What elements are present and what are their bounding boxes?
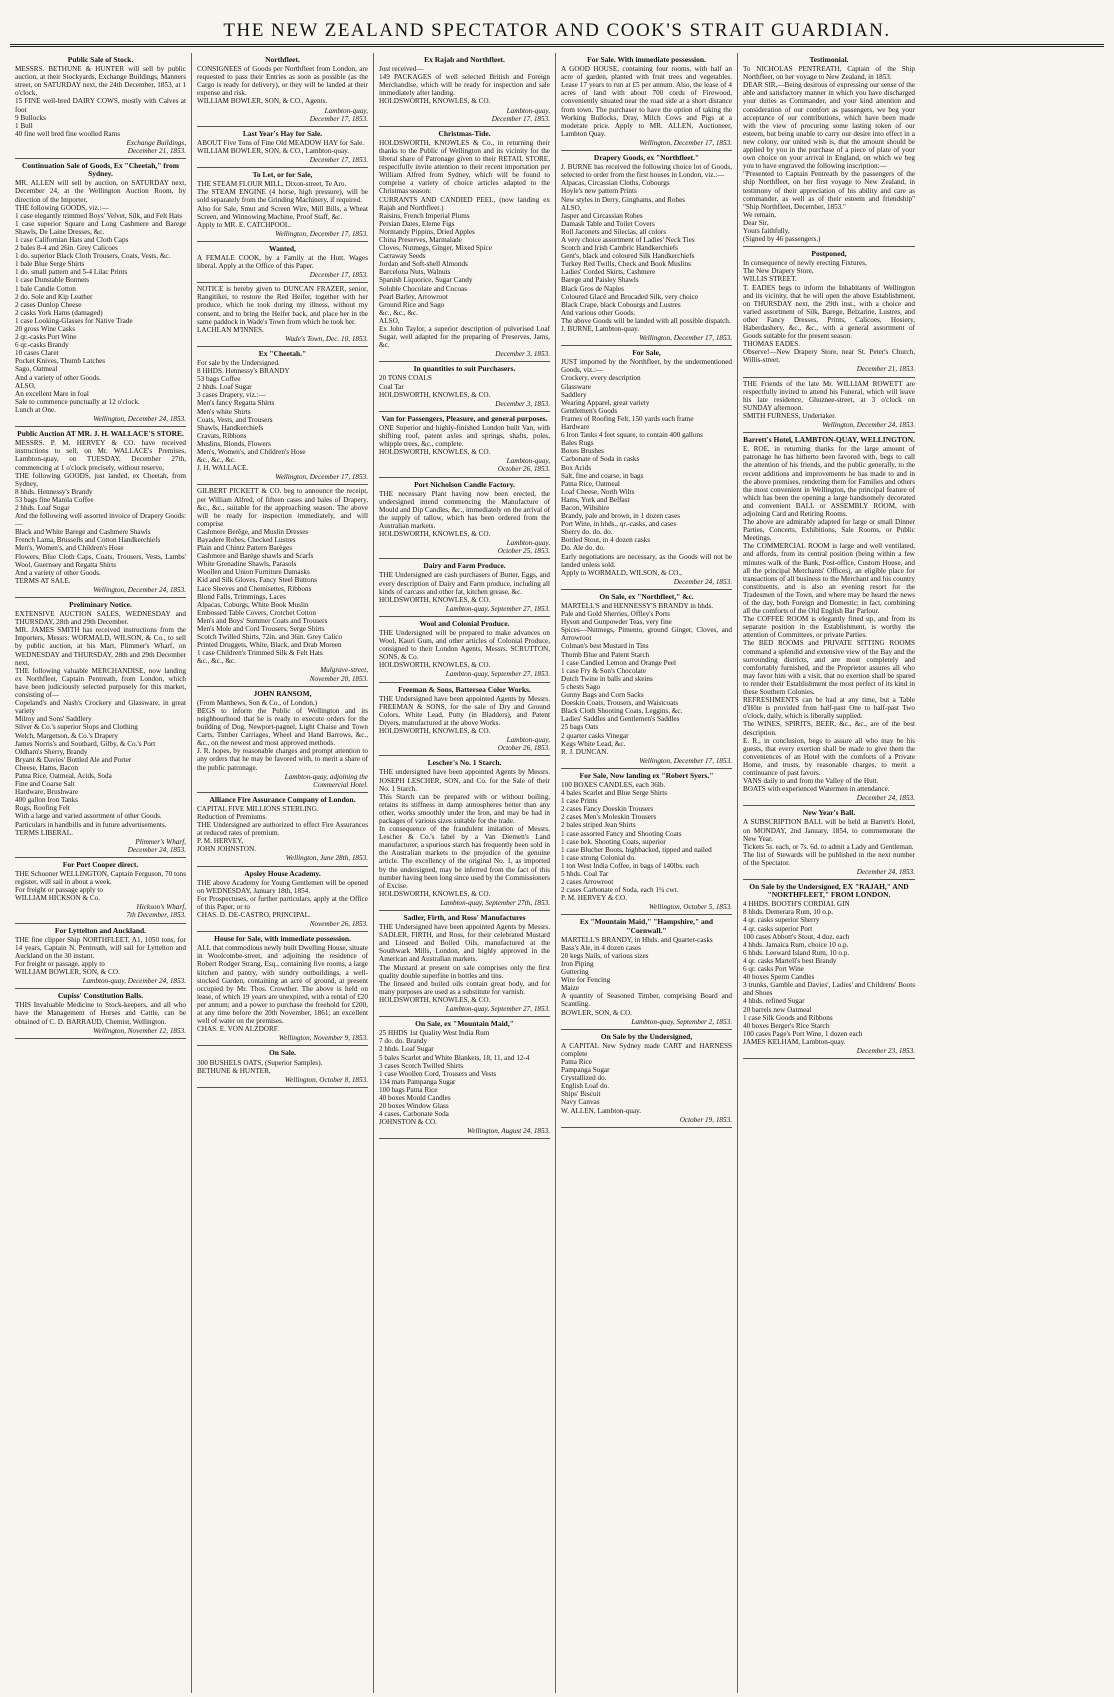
advertisement-heading: Ex "Mountain Maid," "Hampshire," and "Cornwall." [579, 917, 714, 935]
advertisement-dateline: Wellington, October 8, 1853. [284, 1075, 368, 1084]
advertisement-body: In consequence of newly erecting Fixtures, The New Drapery Store, WILLIS STREET. T. EADES begs to inform the Inhabitants of Wellington and its vicinity, that he will open the above Establishment, on THURSDAY next, the 29th inst., with a choice and varied assortment of Silk, Barege, Belzarine, Lustres, and other Fancy Dresses, Prints, Calicoes, Hosiery, Haberdashery, &c., &c., with a general assortment of Goods suitable for the present season. THOMAS EADES. Observe!—New Drapery Store, near St. Peter's Church, Willis-street. [743, 259, 915, 365]
advertisement [379, 362, 550, 411]
advertisement-body: MARTELL'S and HENNESSY'S BRANDY in hhds. Pale and Gold Sherries, Offley's Ports Hyson and Gunpowder Teas, very fine Spices—Nutmegs, Pimento, ground Ginger, Cloves, and Arrowroot Colman's best Mustard in Tins Thumb Blue and Patent Starch 1 case Candied Lemon and Orange Peel 1 case Fry & Son's Chocolate Dutch Twine in balls and skeins 5 chests Sago Gunny Bags and Corn Sacks Doeskin Coats, Trousers, and Waistcoats Black Cloth Shooting Coats, Leggins, &c. Ladies' Saddles and Gentlemen's Saddles 25 bags Oats 2 quarter casks Vinegar Kegs White Lead, &c. R. J. DUNCAN. [561, 602, 732, 756]
advertisement-body: THE above Academy for Young Gentlemen will be opened on WEDNESDAY, January 18th, 1854. For Prospectuses, or further particulars, apply at the Office of this Paper, or to CHAS. D. DE-CASTRO, PRINCIPAL. [197, 878, 368, 919]
advertisement-body: THE Schooner WELLINGTON, Captain Ferguson, 70 tons register, will sail in about a week. For freight or passage apply to WILLIAM HICKSON & Co. [15, 870, 186, 903]
advertisement [379, 1017, 550, 1139]
advertisement-body: THE Undersigned are cash purchasers of Butter, Eggs, and every description of Dairy and Farm produce, including all kinds of carcass and other fat, kitchen grease, &c. HOLDSWORTH, KNOWLES, & CO. [379, 571, 550, 604]
advertisement-heading: Lescher's No. 1 Starch. [427, 758, 502, 768]
advertisement-heading: Public Sale of Stock. [67, 55, 134, 64]
advertisement [561, 590, 732, 769]
advertisement-heading: On Sale, ex "Northfleet," &c. [599, 591, 694, 601]
advertisement-body: THE Undersigned have been appointed Agents by Messrs. SADLER, FIRTH, and Ross, for their celebrated Mustard and Linseed and Boiled Oils, manufactured at the Southwark Mills, London, and highly approved in the American and Australian markets. The Mustard at present on sale comprises only the first quality double superfine in bottles and tins. The linseed and boiled oils contain great body, and for many purposes are used as a substitute for varnish. HOLDSWORTH, KNOWLES, & CO. [379, 923, 550, 1004]
advertisement [15, 53, 186, 159]
advertisement-dateline: December 23, 1853. [856, 1046, 915, 1055]
advertisement-body: MESSRS. BETHUNE & HUNTER will sell by public auction, at their Stockyards, Exchange Buildings, Manners street, on SATURDAY next, the 24th December, 1853, at 1 o'clock, 15 FINE well-bred DAIRY COWS, mostly with Calves at foot 9 Bullocks 1 Bull 40 fine well bred fine woolled Rams [15, 65, 186, 138]
advertisement-dateline: Lambton-quay, September 27, 1853. [445, 604, 550, 613]
advertisement-body: 20 TONS COALS Coal Tar HOLDSWORTH, KNOWLES, & CO. [379, 374, 491, 399]
advertisement-dateline: December 17, 1853. [309, 271, 368, 280]
advertisement-body: MARTELL'S BRANDY, in Hhds. and Quarter-casks Bass's Ale, in 4 dozen cases 20 kegs Nails, of various sizes Iron Piping Guttering Wire for Fencing Maize A quantity of Seasoned Timber, comprising Board and Scantling. BOWLER, SON, & CO. [561, 935, 732, 1017]
advertisement-dateline: December 24, 1853. [856, 794, 915, 803]
advertisement-heading: For Port Cooper direct. [62, 859, 139, 869]
advertisement [197, 793, 368, 867]
advertisement-body: J. BURNE has received the following choice lot of Goods, selected to order from the first houses in London, viz.:— Alpacas, Circassian Cloths, Cobourgs Hoyle's new pattern Prints New styles in Derry, Ginghams, and Robes ALSO, Jasper and Circassian Robes Damask Table and Toilet Covers Roll Jaconets and Silecias, all colors A very choice assortment of Ladies' Neck Ties Scotch and Irish Cambric Handkerchiefs Gent's, black and coloured Silk Handkerchiefs Turkey Red Twills, Check and Book Muslins Ladies' Corded Skirts, Cashmere Barege and Paisley Shawls Black Gros de Naples Coloured Glacé and Brocaded Silk, very choice Black Crape, black Cobourgs and Lustres And various other Goods. The above Goods will be landed with all possible dispatch. J. BURNE, Lambton-quay. [561, 163, 732, 333]
advertisement-body: 100 BOXES CANDLES, each 36lb. 4 bales Scarlet and Blue Serge Shirts 1 case Prints 2 cases Fancy Doeskin Trousers 2 cases Men's Moleskin Trousers 2 bales striped Jean Shirts 1 case assorted Fancy and Shooting Coats 1 case bek. Shooting Coats, superior 1 case Blucher Boots, highbacked, tipped and nailed 1 case strong Colonial do. 1 ton West India Coffee, in bags of 140lbs. each 5 hhds. Coal Tar 2 cases Arrowroot 2 cases Carbonate of Soda, each 1¼ cwt. P. M. HERVEY & CO. [561, 780, 712, 903]
advertisement-body: THE Undersigned have been appointed Agents by Messrs. FREEMAN & SONS, for the sale of Dry and Ground Colors, White Lead, Putty (in Bladders), and Patent Dryers, manufactured at the above Works. HOLDSWORTH, KNOWLES, & CO. [379, 694, 550, 736]
advertisement [197, 168, 368, 242]
advertisement-body: A GOOD HOUSE, containing four rooms, with half an acre of garden, planted with fruit trees and vegetables. Lease 17 years to run at £5 per annum. Also, the lease of 4 acres of land with about 700 cords of Firewood, conveniently situated near the road side at a short distance from town. The purchaser to have the option of taking the Working Bullocks, Dray, Milch Cows and Pigs at a moderate price. Apply to MR. ALLEN, Auctioneer, Lambton Quay. [561, 65, 732, 138]
advertisement-body: THE Undersigned will be prepared to make advances on Wool, Kauri Gum, and other articles of Colonial Produce, consigned to their London Agents, Messrs. SCRUTTON, SONS, & Co. HOLDSWORTH, KNOWLES, & CO. [379, 629, 550, 670]
advertisement-heading: Cupiss' Constitution Balls. [57, 991, 144, 1001]
advertisement-dateline: Lambton-quay, December 24, 1853. [82, 977, 186, 986]
advertisement [15, 159, 186, 427]
advertisement-heading: Postponed, [811, 249, 847, 259]
advertisement [15, 427, 186, 598]
advertisement-dateline: Wellington, August 24, 1853. [466, 1127, 550, 1136]
advertisement-body: CONSIGNEES of Goods per Northfleet from London, are requested to pass their Entries as soon as possible (as the Cargo is ready for delivery), or they will be landed at their expense and risk. WILLIAM BOWLER, SON, & CO., Agents. [197, 65, 368, 106]
advertisement-body: ABOUT Five Tons of Fine Old MEADOW HAY for Sale. WILLIAM BOWLER, SON, & CO., Lambton-quay. [197, 138, 365, 155]
advertisement-body: THE fine clipper Ship NORTHFLEET, A1, 1050 tons, for 14 years, Captain N. Pentreath, will sail for Lyttelton and Auckland on the 30 instant. For freight or passage, apply to WILLIAM BOWLER, SON, & CO. [15, 935, 186, 977]
advertisement-heading: Van for Passengers, Pleasure, and general purposes. [381, 413, 548, 423]
advertisement [197, 485, 368, 686]
advertisement-heading: Public Auction AT MR. J. H. WALLACE'S STORE. [17, 429, 184, 439]
advertisement-dateline: Lambton-quay, October 25, 1853. [497, 539, 550, 556]
advertisement-heading: Drapery Goods, ex "Northfleet." [593, 153, 700, 163]
advertisement-dateline: Lambton-quay, September 2, 1853. [631, 1017, 732, 1026]
advertisement [15, 924, 186, 990]
advertisement [743, 433, 915, 806]
advertisement-dateline: Wellington, December 17, 1853. [639, 756, 732, 765]
advertisement-body: Just received— 149 PACKAGES of well selected British and Foreign Merchandise, which will be ready for inspection and sale immediately after landing. HOLDSWORTH, KNOWLES, & CO. [379, 65, 550, 106]
advertisement-dateline: Lambton-quay, September 27th, 1853. [440, 898, 550, 907]
advertisement [379, 53, 550, 127]
column-1 [10, 53, 192, 1693]
advertisement [561, 915, 732, 1029]
advertisement-dateline: December 24, 1853. [673, 577, 732, 586]
advertisement-dateline: Wellington, October 5, 1853. [648, 903, 732, 912]
advertisement-dateline: Lambton-quay, October 26, 1853. [497, 457, 550, 474]
advertisement-dateline: Wellington, December 24, 1853. [822, 421, 915, 430]
advertisement-heading: For Sale. With immediate possession. [587, 55, 706, 64]
advertisement [15, 598, 186, 858]
advertisement-body: GILBERT PICKETT & CO. beg to announce the receipt, per William Alfred, of fifteen cases and bales of Drapery, &c., &c., suitable for the approaching season. The above will be ready for inspection immediately, and will comprise Cashmere Berêge, and Muslin Dresses Bayadere Robes, Checked Lustres Plain and Chintz Pattern Barèges Cashmere and Barège shawls and Scarfs White Grenadine Shawls, Parasols Woollen and Union Furniture Damasks Kid and Silk Gloves, Fancy Steel Buttons Lace Sleeves and Chemisettes, Ribbons Blond Falls, Trimmings, Laces Alpacas, Coburgs, White Book Muslin Embossed Table Covers, Crotchet Cotton Men's and Boys' Summer Coats and Trousers Men's Mole and Cord Trousers, Serge Shirts Scotch Twilled Shirts, 72in. and 36in. Grey Calico Printed Druggets, White, Black, and Drab Moreen 1 case Children's Trimmed Silk & Felt Hats &c., &c., &c. [197, 487, 368, 666]
advertisement-dateline: Wellington, December 17, 1853. [275, 229, 368, 238]
advertisement [379, 412, 550, 478]
advertisement-heading: Preliminary Notice. [69, 600, 132, 609]
advertisement-body: 300 BUSHELS OATS, (Superior Samples). BETHUNE & HUNTER, [197, 1058, 323, 1075]
advertisement-body: ONE Superior and highly-finished London built Van, with shifting roof, patent axles and springs, shafts, poles, whipple trees, &c., complete. HOLDSWORTH, KNOWLES, & CO. [379, 423, 550, 457]
advertisement [197, 867, 368, 933]
advertisement-body: A CAPITAL New Sydney made CART and HARNESS complete Patna Rice Pampanga Sugar Crystallized do. English Loaf do. Ships' Biscuit Navy Canvas W. ALLEN, Lambton-quay. [561, 1041, 732, 1115]
advertisement-heading: Dairy and Farm Produce. [423, 561, 506, 571]
advertisement-heading: For Lyttelton and Auckland. [54, 925, 147, 935]
advertisement [197, 242, 368, 283]
advertisement [379, 127, 550, 363]
advertisement-heading: Freeman & Sons, Battersea Color Works. [398, 684, 531, 694]
advertisement [379, 478, 550, 560]
advertisement-heading: JOHN RANSOM, [253, 688, 312, 698]
advertisement [379, 559, 550, 617]
advertisement [743, 378, 915, 434]
advertisement-dateline: Lambton-quay, September 27, 1853. [445, 670, 550, 679]
advertisement-heading: New Year's Ball. [802, 808, 856, 818]
advertisement-dateline: December 3, 1853. [495, 399, 550, 408]
advertisement-heading: Christmas-Tide. [438, 128, 491, 138]
advertisement-heading: On Sale, ex "Mountain Maid," [415, 1019, 514, 1029]
advertisement-heading: Continuation Sale of Goods, Ex "Cheetah," from Sydney. [22, 161, 179, 179]
advertisement-dateline: Wellington, December 24, 1853. [93, 585, 186, 594]
column-3 [374, 53, 556, 1693]
advertisement-body: EXTENSIVE AUCTION SALES, WEDNESDAY and THURSDAY, 28th and 29th December. MR. JAMES SMITH has received instructions from the Importers, Messrs. WORMALD, WILSON, & Co., to sell by public auction, at his Mart, Plimmer's Wharf, on WEDNESDAY and THURSDAY, 28th and 29th December next, THE following valuable MERCHANDISE, now landing ex Northfleet, Captain Pentreath, from London, which have been judiciously selected purposely for this market, consisting of— Copeland's and Nash's Crockery and Glassware, in great variety Milroy and Sons' Saddlery Silver & Co.'s superior Slops and Clothing Welch, Margetson, & Co.'s Drapery James Norris's and Southard, Gilby, & Co.'s Port Oldham's Sherry, Brandy Bryant & Davies' Bottled Ale and Porter Cheese, Hams, Bacon Patna Rice, Oatmeal, Acids, Soda Fine and Coarse Salt Hardware, Brushware 400 gallon Iron Tanks Rugs, Roofing Felt With a large and varied assortment of other Goods. Particulars in handbills and in future advertisements. TERMS LIBERAL. [15, 610, 186, 837]
advertisement [561, 769, 732, 916]
advertisement-heading: On Sale. [268, 1048, 297, 1058]
advertisement [379, 683, 550, 757]
column-2 [192, 53, 374, 1693]
advertisement [561, 1030, 732, 1128]
advertisement-dateline: October 19, 1853. [679, 1115, 732, 1124]
advertisement-body: 4 HHDS. BOOTH'S CORDIAL GIN 8 hhds. Demerara Rum, 10 o.p. 4 qr. casks superior Sherry 4 qr. casks superior Port 100 cases Abbott's Stout, 4 doz. each 4 hhds. Jamaica Rum, choice 10 o.p. 6 hhds. Leeward Island Rum, 10 o.p. 4 qr. casks Martell's best Brandy 6 qr. casks Port Wine 40 boxes Sperm Candles 3 trunks, Gamble and Davies', Ladies' and Childrens' Boots and Shoes 4 hhds. refined Sugar 20 barrels new Oatmeal 1 case Silk Goods and Ribbons 40 boxes Berger's Rice Starch 100 cases Page's Port Wine, 1 dozen each JAMES KELHAM, Lambton-quay. [743, 900, 915, 1046]
advertisement-heading: Northfleet. [265, 55, 300, 64]
advertisement [15, 989, 186, 1038]
column-4 [556, 53, 738, 1693]
advertisement-dateline: Wellington, December 17, 1853. [639, 334, 732, 343]
advertisement-dateline: Lambton-quay, October 26, 1853. [497, 736, 550, 753]
advertisement-body: 25 HHDS 1st Quality West India Rum 7 do. do. Brandy 2 hhds. Loaf Sugar 5 bales Scarlet and White Blankets, 18, 11, and 12-4 3 cases Scotch Twilled Shirts 1 case Woollen Cord, Trousers and Vests 134 mats Pampanga Sugar 100 bags Patna Rice 40 boxes Mould Candles 20 boxes Window Glass 4 cases, Carbonate Soda JOHNSTON & CO. [379, 1029, 530, 1127]
advertisement [379, 756, 550, 911]
advertisement [197, 1046, 368, 1087]
advertisement-heading: On Sale by the Undersigned, [600, 1031, 693, 1041]
advertisement [379, 617, 550, 683]
advertisement-dateline: Lambton-quay, December 17, 1853. [491, 106, 550, 123]
advertisement-heading: In quantities to suit Purchasers. [413, 364, 516, 374]
advertisement-body: (From Matthews, Son & Co., of London,) BEGS to inform the Public of Wellington and its neighbourhood that he is ready to execute orders for the building of Dog, Newport-pagnel, Light Chaise and Town Carts, Timber Carriages, Wheel and Hand Barrows, &c., &c., on the newest and most approved methods. J. R. hopes, by reasonable charges and prompt attention to any orders that he may be favored with, to merit a share of the public patronage. [197, 698, 368, 772]
column-5 [738, 53, 920, 1693]
advertisement-heading: Alliance Fire Assurance Company of London. [209, 794, 356, 804]
advertisement-dateline: Wade's Town, Dec. 10, 1853. [285, 334, 368, 343]
advertisement-dateline: Wellington, December 17, 1853. [275, 473, 368, 482]
advertisement-dateline: Lambton-quay, adjoining the Commercial Hotel. [284, 772, 368, 789]
advertisement [743, 880, 915, 1059]
advertisement-heading: Barrett's Hotel, LAMBTON-QUAY, WELLINGTON. [743, 435, 915, 445]
advertisement [197, 127, 368, 168]
advertisement-heading: For Sale, Now landing ex "Robert Syers." [579, 770, 714, 780]
advertisement [743, 806, 915, 880]
advertisement-body: NOTICE is hereby given to DUNCAN FRAZER, senior, Rangitikei, to restore the Red Heifer, together with her produce, which he took during my illness, without my consent, and to bring the Heifer back, and place her in the same paddock in Wade's Town from which he took her. LACHLAN M'INNES. [197, 285, 368, 334]
advertisement-dateline: December 21, 1853. [856, 365, 915, 374]
advertisement [15, 858, 186, 924]
advertisement-dateline: Hickson's Wharf, 7th December, 1853. [126, 903, 186, 920]
masthead: THE NEW ZEALAND SPECTATOR AND COOK'S STRAIT GUARDIAN. [10, 20, 1104, 47]
advertisement-dateline: Wellington, December 24, 1853. [93, 415, 186, 424]
advertisement-heading: Sadler, Firth, and Ross' Manufactures [403, 913, 526, 922]
advertisement-dateline: November 26, 1853. [309, 920, 368, 929]
advertisement-dateline: December 3, 1853. [495, 350, 550, 359]
advertisement [561, 151, 732, 346]
advertisement [197, 932, 368, 1046]
advertisement-body: HOLDSWORTH, KNOWLES & Co., in returning their thanks to the Public of Wellington and its vicinity for the liberal share of Patronage given to their RETAIL STORE, respectfully invite attention to their recent importation per William Alfred from Sydney, which will be found to comprise a variety of choice articles adapted to the Christmas season: CURRANTS AND CANDIED PEEL, (now landing ex Rajah and Northfleet.) Raisins, French Imperial Plums Persian Dates, Eleme Figs Normandy Pippins, Dried Apples China Preserves, Marmalade Cloves, Nutmegs, Ginger, Mixed Spice Carraway Seeds Jordan and Soft-shell Almonds Barcelona Nuts, Walnuts Spanish Liquorice, Sugar Candy Soluble Chocolate and Cocoas Pearl Barley, Arrowroot Ground Rice and Sago &c., &c., &c. ALSO, Ex John Taylor, a superior description of pulverised Loaf Sugar, well adapted for the preparing of Preserves, Jams, &c. [379, 138, 550, 350]
advertisement-body: MR. ALLEN will sell by auction, on SATURDAY next, December 24, at the Wellington Auction Room, by direction of the Importer, THE following GOODS, viz.:— 1 case elegantly trimmed Boys' Velvet, Silk, and Felt Hats 1 case superior Square and Long Cashmere and Barege Shawls, De Laine Dresses, &c. 1 case Californian Hats and Cloth Caps 2 bales 8-4 and 26in. Grey Calicoes 1 do. superior Black Cloth Trousers, Coats, Vests, &c. 1 bale Blue Serge Shirts 1 do. small pattern and 5-4 Lilac Prints 1 case Dunstable Bonnets 1 bale Candle Cotton 2 do. Sole and Kip Leather 2 cases Dunlop Cheese 2 casks York Hams (damaged) 1 case Looking-Glasses for Native Trade 20 gross Wine Casks 2 qr.-casks Port Wine 6 qr.-casks Brandy 10 cases Claret Pocket Knives, Thumb Latches Sago, Oatmeal And a variety of other Goods. ALSO, An excellent Mare in foal Sale to commence punctually at 12 o'clock. Lunch at One. [15, 179, 186, 414]
advertisement [743, 247, 915, 377]
advertisement-heading: Wool and Colonial Produce. [419, 618, 510, 628]
advertisement-heading: Ex Rajah and Northfleet. [424, 55, 505, 64]
advertisement-dateline: Plimmer's Wharf, December 24, 1853. [127, 837, 186, 854]
columns [10, 53, 1104, 1693]
advertisement-heading: Ex "Cheetah." [258, 348, 307, 358]
advertisement-heading: Apsley House Academy. [244, 868, 321, 878]
advertisement-body: JUST imported by the Northfleet, by the undermentioned Goods, viz.:— Crockery, every description Glassware Saddlery Wearing Apparel, great variety Gentlemen's Goods Frames of Roofing Felt, 150 yards each frame Hardware 6 Iron Tanks 4 feet square, to contain 400 gallons Bales Rugs Boxes Brushes Carbonate of Soda in casks Box Acids Salt, fine and coarse, in bags Patna Rice, Oatmeal Loaf Cheese, North Wilts Hams, York and Belfast Bacon, Wiltshire Brandy, pale and brown, in 1 dozen cases Port Wine, in hhds., qr.-casks, and cases Sherry do. do. do. Bottled Stout, in 4 dozen casks Do. Ale do. do. Early negotiations are necessary, as the Goods will not be landed unless sold. Apply to WORMALD, WILSON, & CO., [561, 358, 732, 577]
advertisement-body: THE necessary Plant having now been erected, the undersigned intend commencing the Manufacture of Mould and Dip Candles, &c., immediately on the arrival of the supply of tallow, which has been ordered from the Australian markets. HOLDSWORTH, KNOWLES, & CO. [379, 489, 550, 539]
advertisement [197, 347, 368, 486]
advertisement-body: THIS Invaluable Medicine to Stock-keepers, and all who have the Management of Horses and Cattle, can be obtained of C. D. BARRAUD, Chemist, Wellington. [15, 1001, 186, 1026]
advertisement [561, 346, 732, 590]
advertisement-heading: Wanted, [269, 243, 296, 253]
advertisement [379, 911, 550, 1017]
advertisement-body: A FEMALE COOK, by a Family at the Hutt. Wages liberal. Apply at the Office of this Paper. [197, 253, 368, 271]
advertisement-heading: House for Sale, with immediate possession. [214, 934, 351, 944]
advertisement-heading: Port Nicholson Candle Factory. [414, 479, 515, 489]
advertisement-heading: On Sale by the Undersigned, EX "RAJAH," AND "NORTHFLEET," FROM LONDON. [749, 882, 909, 900]
advertisement-body: THE Friends of the late Mr. WILLIAM ROWETT are respectfully invited to attend his Funeral, which will leave his late residence, Ghuznee-street, at 3 o'clock on SUNDAY afternoon. SMITH FURNESS, Undertaker. [743, 379, 915, 420]
advertisement-dateline: December 17, 1853. [309, 156, 368, 165]
advertisement-body: MESSRS. P. M. HERVEY & CO. have received instructions to sell, on Mr. WALLACE's Premises, Lambton-quay, on TUESDAY, December 27th, commencing at 1 o'clock precisely, without reserve, THE following GOODS, just landed, ex Cheetah, from Sydney, 8 hhds. Hennessy's Brandy 53 bags fine Manila Coffee 2 hhds. Loaf Sugar And the following well assorted invoice of Drapery Goods:— Black and White Barege and Cashmere Shawls French Lama, Brussells and Cotton Handkerchiefs Men's, Women's, and Children's Hose Flowers, Blue Cloth Caps, Coats, Trousers, Vests, Lambs' Wool, Guernsey and Regatta Shirts And a variety of other Goods. TERMS AT SALE. [15, 439, 186, 585]
advertisement-heading: Last Year's Hay for Sale. [242, 128, 323, 138]
advertisement-body: CAPITAL FIVE MILLIONS STERLING. Reduction of Premiums. THE Undersigned are authorized to effect Fire Assurances at reduced rates of premium. P. M. HERVEY, JOHN JOHNSTON. [197, 804, 368, 854]
advertisement-body: ALL that commodious newly built Dwelling House, situate in Woolcombe-street, and adjoining the residence of Robert Rodger Strang, Esq., containing five rooms, a large kitchen and pantry, with sundry outbuildings, a well-stocked Garden, containing an acre of ground, at present occupied by Mr. Thos. Crowther. The above is held on lease, of which 19 years are unexpired, with a rental of £20 per annum; and a power to purchase the freehold for £200, at any time before the 20th November, 1861; an excellent well of water on the premises. CHAS. E. VON ALZDORF. [197, 944, 368, 1034]
advertisement-dateline: Wellington, November 9, 1853. [278, 1034, 368, 1043]
advertisement-dateline: Exchange Buildings, December 21, 1853. [126, 138, 186, 156]
advertisement [197, 687, 368, 793]
advertisement [197, 53, 368, 127]
advertisement-body: E. ROE, in returning thanks for the large amount of patronage he has hitherto been favored with, begs to call the attention of his friends, and the public generally, to the recent additions and improvements he has made to and in the above premises, rendering them for Families and others the most convenient in Wellington, the principal feature of which has been the opening a large handsomely decorated and convenient BALL or ASSEMBLY ROOM, with adjoining Card and Retiring Rooms. The above are admirably adapted for large or small Dinner Parties, Concerts, Exhibitions, Sale Rooms, or Public Meetings. The COMMERCIAL ROOM is large and well ventilated, and affords, from its central position (being within a few minutes walk of the Bank, Post-office, Custom House, and all the principal Merchants' Offices), an eligible place for transactions of all business to the Merchant and his country constituents, and is also an evening resort for the Tradesmen of the Town, and where may be heard the news of the day, both Foreign and Domestic; in fact, combining all the comforts of the Old English Bar Parlour. The COFFEE ROOM is elegantly fitted up, and from its separate position in the Establishment, is worthy the attention of Committees, or private Parties. The BED ROOMS and PRIVATE SITTING ROOMS command a splendid and extensive view of the Bay and the surrounding districts, and are most completely and comfortably furnished, and the Proprietor assures all who may favor him with a visit, that no exertion shall be spared to render their Establishment the most perfect of its kind in these Southern Colonies. REFRESHMENTS can be had at any time, but a Table d'Hôte is provided from half-past One to half-past Two o'clock, daily, which is liberally supplied. The WINES, SPIRITS, BEER, &c., &c., are of the best description. E. R., in conclusion, begs to assure all who may be his guests, that every exertion shall be made to give them the conveniences of an Hotel with the comforts of a Private Home, and trusts, by reasonable charges, to merit a continuance of past favors. VANS daily to and from the Valley of the Hutt. BOATS with experienced Watermen in attendance. [743, 445, 915, 794]
advertisement-dateline: December 24, 1853. [856, 868, 915, 876]
advertisement-heading: Testimonial. [809, 55, 849, 64]
advertisement-dateline: Mulgrave-street, November 20, 1853. [309, 666, 368, 683]
advertisement-body: To NICHOLAS PENTREATH, Captain of the Ship Northfleet, on her voyage to New Zealand, in 1853. DEAR SIR,—Being desirous of expressing our sense of the able and satisfactory manner in which you have discharged your duties as Commander, and your kind attention and consideration of our comfort as passengers, we beg your acceptance of our contributions, which have been made with the view of procuring some lasting token of our esteem, but being unable to carry our desire into effect in a new colony, our united wish is, that the amount should be applied by you in the purchase of a piece of plate of your own choice on your arrival in England, on which we beg you to have engraved the following inscription:— "Presented to Captain Pentreath by the passengers of the ship Northfleet, on her first voyage to New Zealand, in testimony of their appreciation of his ability and care as commander, as well as of their esteem and friendship" "Ship Northfleet, December, 1853." We remain, Dear Sir, Yours faithfully, (Signed by 46 passengers.) [743, 65, 915, 244]
advertisement-dateline: Lambton-quay, September 27, 1853. [445, 1005, 550, 1014]
advertisement-body: For sale by the Undersigned. 8 HHDS. Hennessy's BRANDY 53 bags Coffee 2 hhds. Loaf Sugar 3 cases Drapery, viz.:— Men's fancy Regatta Shirts Men's white Shirts Coats, Vests, and Trousers Shawls, Handkerchiefs Cravats, Ribbons Muslins, Blonds, Flowers Men's, Women's, and Children's Hose &c., &c., &c. J. H. WALLACE. [197, 359, 306, 473]
advertisement-heading: To Let, or for Sale, [252, 170, 313, 180]
advertisement-body: THE STEAM FLOUR MILL, Dixon-street, Te Aro. The STEAM ENGINE (4 horse, high pressure), will be sold separately from the Grinding Machinery, if required. Also for Sale, Smut and Screen Wire, Mill Bills, a Wheat Screen, and Winnowing Machine, Proof Staff, &c. Apply to MR. E. CATCHPOOL. [197, 180, 368, 229]
advertisement-body: THE undersigned have been appointed Agents by Messrs. JOSEPH LESCHER, SON, and Co. for the Sale of their No. 1 Starch. This Starch can be prepared with or without boiling, retains its stiffness in damp atmospheres better than any other, works smoothly under the Iron, and may be had in packages of various sizes suitable for the trade. In consequence of the fraudulent imitation of Messrs. Lescher & Co.'s label by a Van Diemen's Land manufacturer, a spurious starch has frequently been sold in the Australian markets to the prejudice of the genuine article. The excellency of the original No. 1, as imported by the undersigned, may be inferred from the fact of this number having been long since used by the Commissioners of Excise. HOLDSWORTH, KNOWLES, & CO. [379, 768, 550, 898]
advertisement-dateline: Lambton-quay, December 17, 1853. [309, 106, 368, 123]
advertisement-dateline: Wellington, December 17, 1853. [639, 138, 732, 147]
advertisement-dateline: Wellington, June 28th, 1853. [285, 854, 368, 863]
advertisement-heading: For Sale, [632, 348, 661, 358]
advertisement [561, 53, 732, 151]
advertisement-body: A SUBSCRIPTION BALL will be held at Barrett's Hotel, on MONDAY, 2nd January, 1854, to commemorate the New Year. Tickets 5s. each, or 7s. 6d. to admit a Lady and Gentleman. The list of Stewards will be published in the next number of the Spectator. [743, 818, 915, 867]
advertisement-dateline: Wellington, November 12, 1853. [93, 1026, 186, 1035]
advertisement [197, 283, 368, 347]
advertisement [743, 53, 915, 247]
